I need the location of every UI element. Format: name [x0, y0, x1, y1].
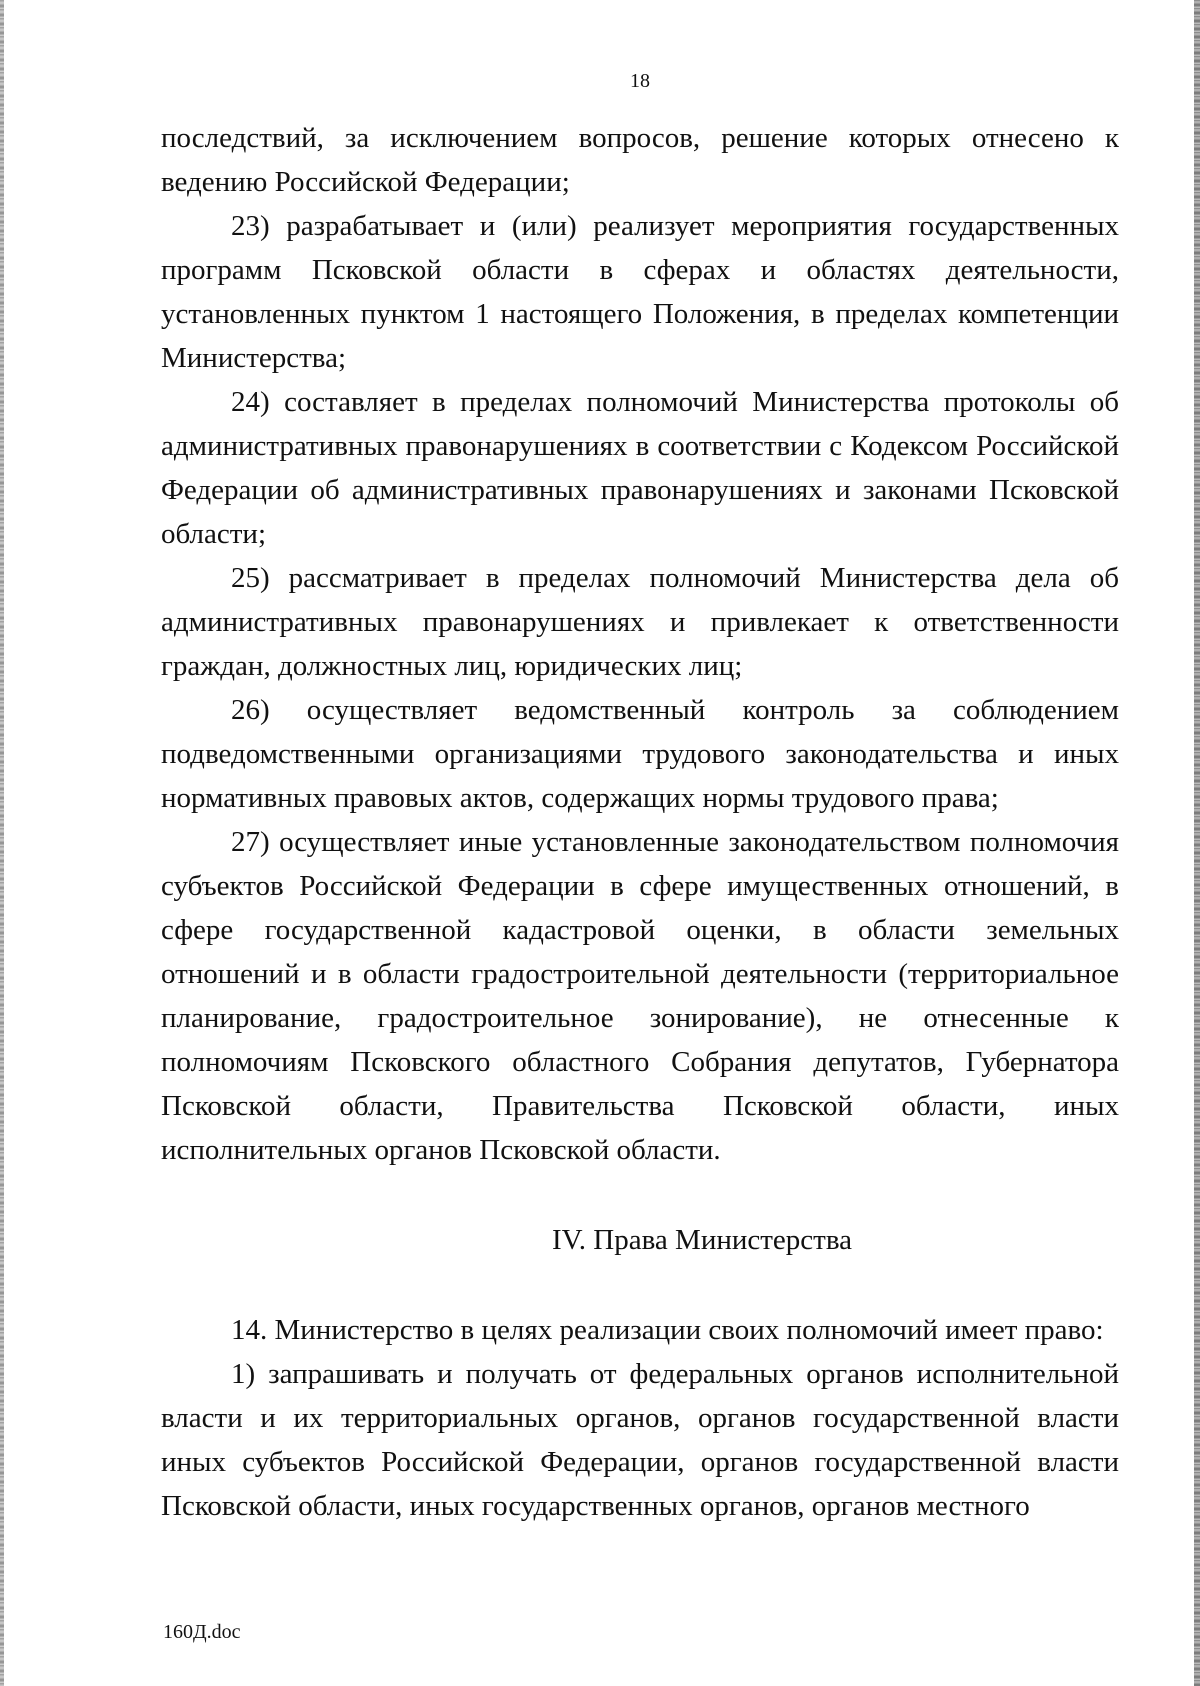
paragraph-item-27: 27) осуществляет иные установленные законодательством полномочия субъектов Российской Федерации в сфере имущественных отношений, в сфере государственной кадастровой оценки, в области земельных отношений и в области градостроительной деятельности (территориальное планирование, градостроительное зонирование), не отнесенные к полномочиям Псковского областного Собрания депутатов, Губернатора Псковской области, Правительства Псковской области, иных исполнительных органов Псковской области. — [161, 826, 1119, 1166]
paragraph-continuation: последствий, за исключением вопросов, решение которых отнесено к ведению Российской Федерации; — [161, 122, 1119, 198]
paragraph-item-23: 23) разрабатывает и (или) реализует мероприятия государственных программ Псковской области в сферах и областях деятельности, установленных пунктом 1 настоящего Положения, в пределах компетенции Министерства; — [161, 210, 1119, 374]
paragraph-item-25: 25) рассматривает в пределах полномочий Министерства дела об административных правонарушениях и привлекает к ответственности граждан, должностных лиц, юридических лиц; — [161, 562, 1119, 682]
paragraph-clause-14: 14. Министерство в целях реализации своих полномочий имеет право: — [231, 1314, 1104, 1346]
paragraph-item-24: 24) составляет в пределах полномочий Министерства протоколы об административных правонарушениях в соответствии с Кодексом Российской Федерации об административных правонарушениях и законами Псковской области; — [161, 386, 1119, 550]
paragraph-item-26: 26) осуществляет ведомственный контроль за соблюдением подведомственными организациями трудового законодательства и иных нормативных правовых актов, содержащих нормы трудового права; — [161, 694, 1119, 814]
section-heading: IV. Права Министерства — [551, 1224, 853, 1256]
scan-edge-left — [0, 0, 4, 1686]
page-number: 18 — [630, 70, 650, 92]
scan-edge-right — [1194, 0, 1200, 1686]
footer-filename: 160Д.doc — [163, 1621, 241, 1643]
paragraph-right-1: 1) запрашивать и получать от федеральных органов исполнительной власти и их территориальных органов, органов государственной власти иных субъектов Российской Федерации, органов государственной власти Псковской области, иных государственных органов, органов местного — [161, 1358, 1119, 1522]
document-body — [161, 116, 1119, 1528]
